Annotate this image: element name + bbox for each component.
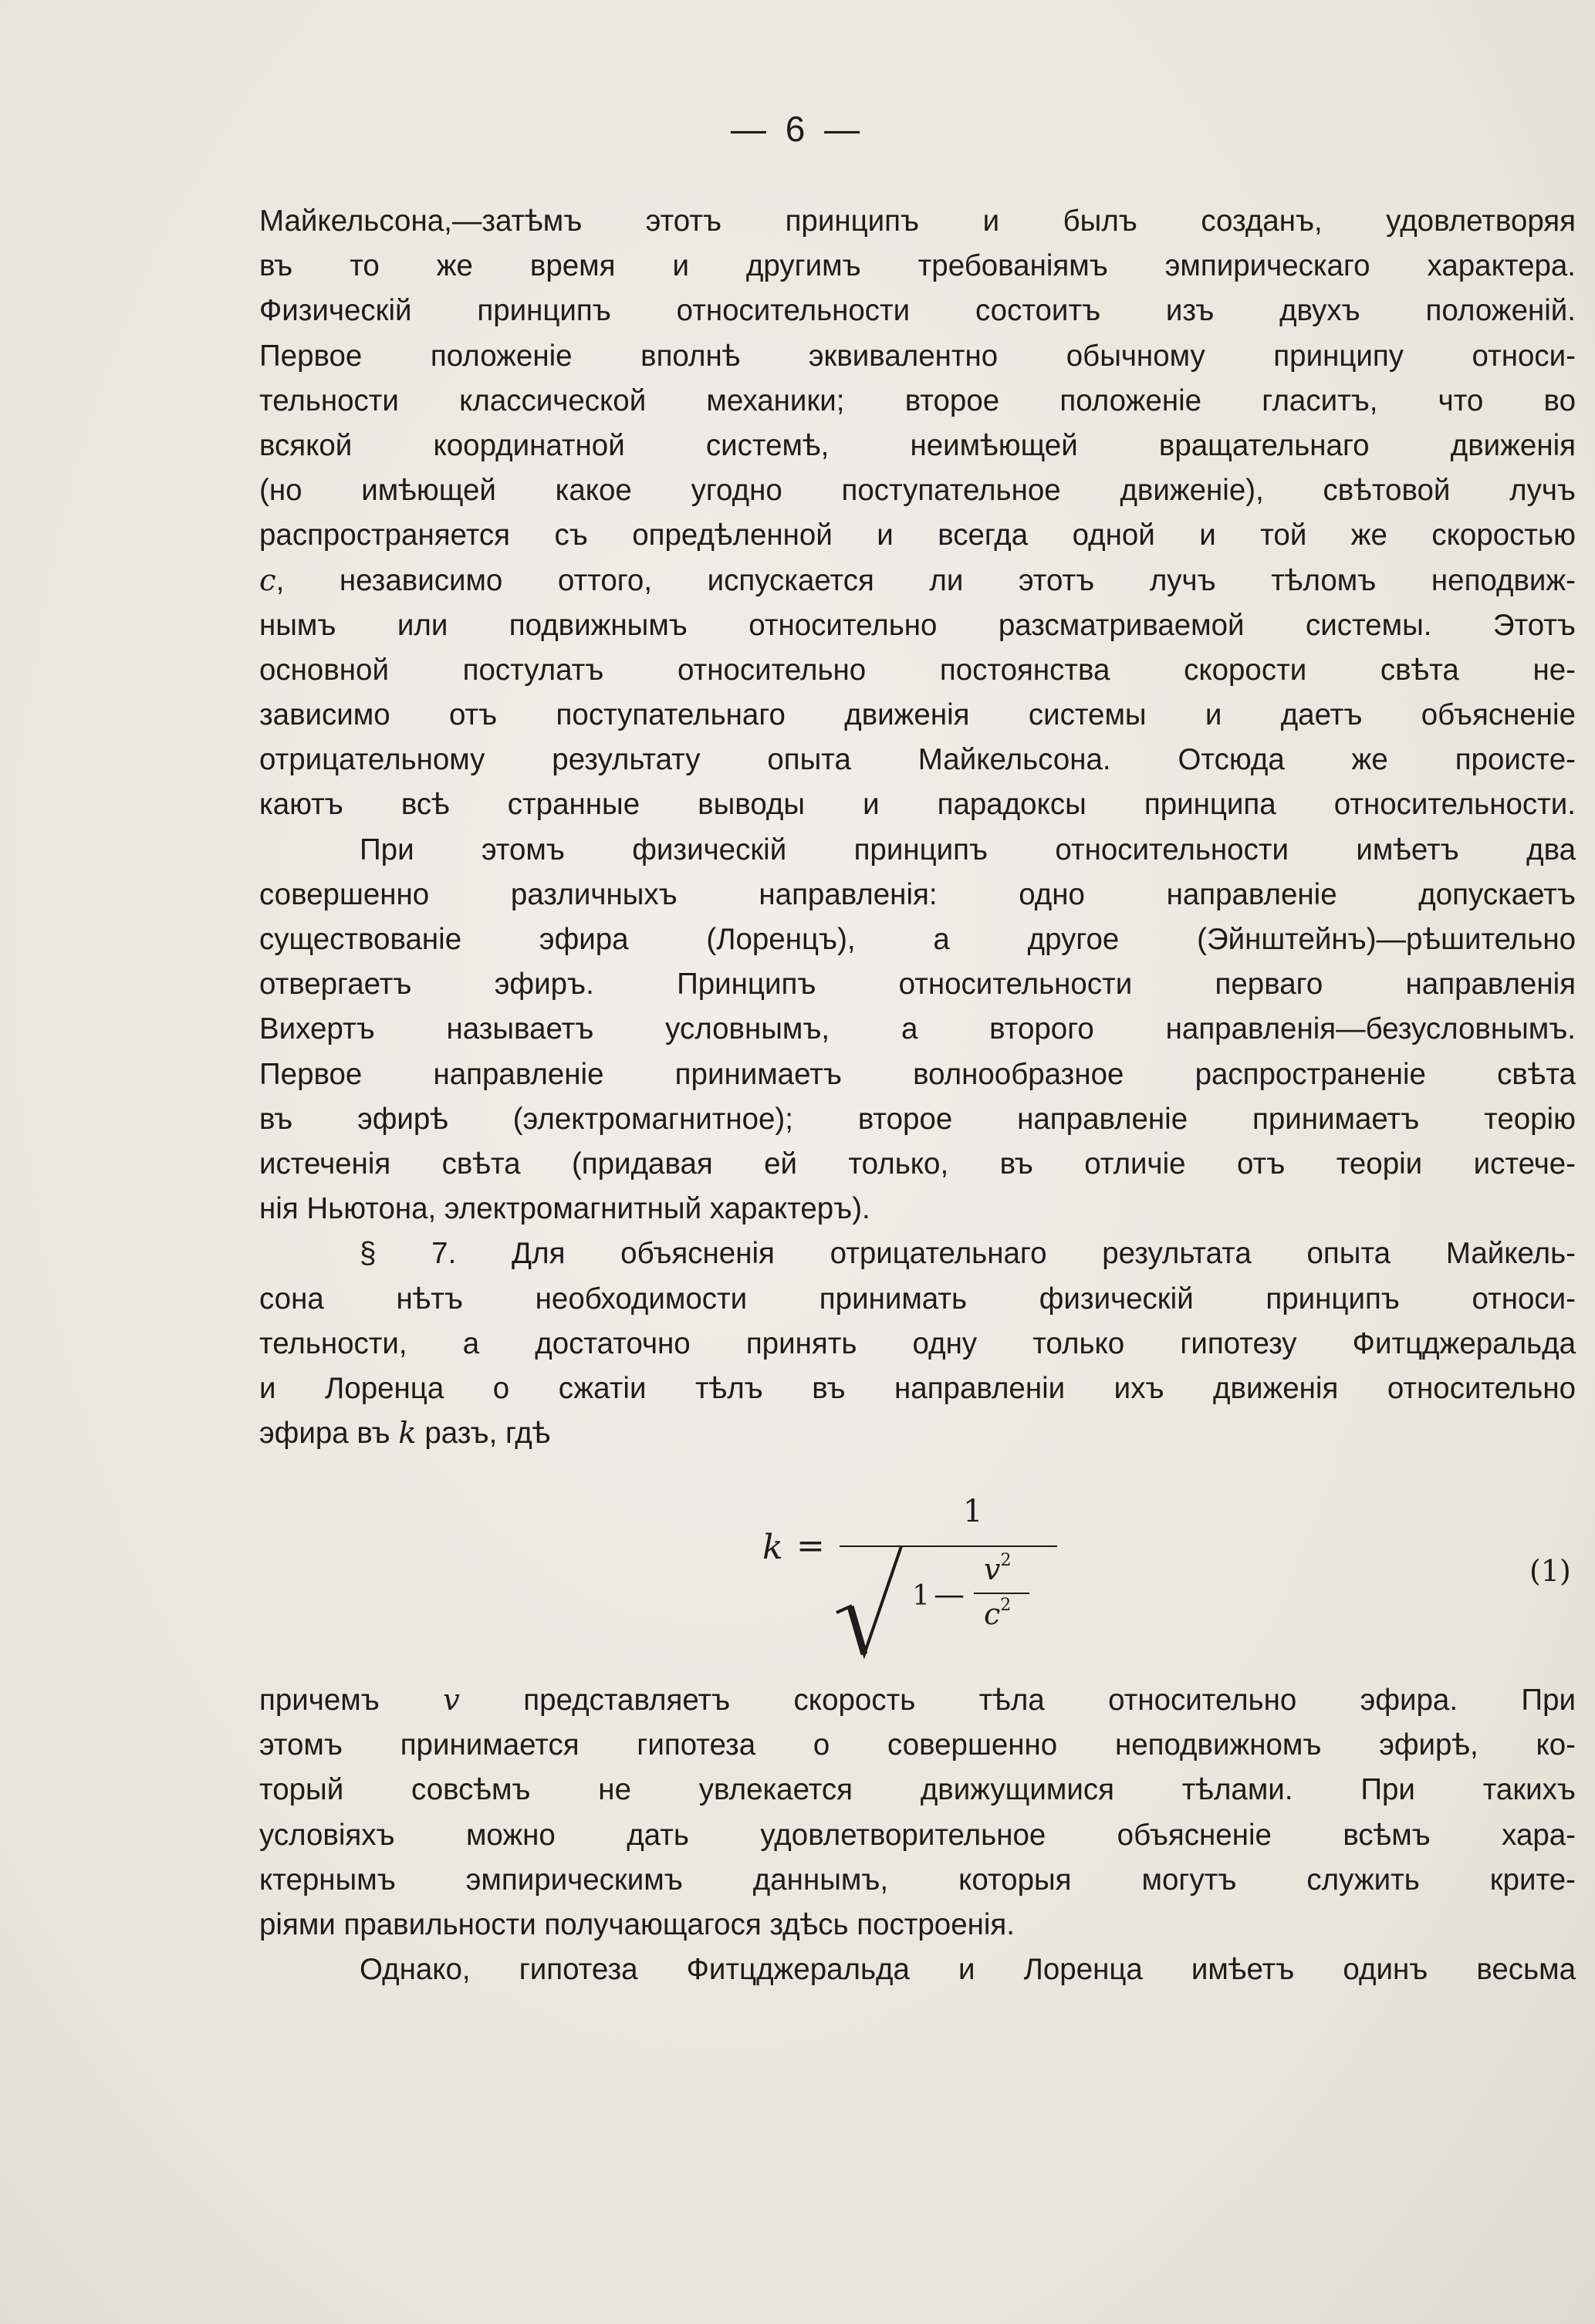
main-text-block — [259, 199, 1576, 1456]
lorentz-factor-formula — [749, 1494, 1073, 1667]
text-line: совершенно различныхъ направленiя: одно направленiе допускаетъ — [259, 877, 1576, 911]
text-line-rest: разъ, гдѣ — [416, 1417, 551, 1451]
text-line: условiяхъ можно дать удовлетворительное объясненiе всѣмъ хара- — [259, 1818, 1576, 1852]
equation-number: (1) — [1529, 1554, 1571, 1588]
square-root-sign-icon — [833, 1545, 903, 1660]
text-line-start: эфира въ — [259, 1417, 399, 1451]
text-line: въ то же время и другимъ требованiямъ эмпирическаго характера. — [259, 249, 1576, 283]
text-line-rest: , независимо оттого, испускается ли этотъ лучъ тѣломъ неподвиж- — [275, 563, 1576, 597]
text-line: истеченiя свѣта (придавая ей только, въ отличiе отъ теорiи истече- — [259, 1147, 1576, 1181]
formula-equals: = — [796, 1526, 825, 1566]
formula-inner-fraction-bar — [974, 1593, 1029, 1594]
text-line: основной постулатъ относительно постоянства скорости свѣта не- — [259, 653, 1576, 687]
text-line: Первое направленiе принимаетъ волнообразное распространенiе свѣта — [259, 1057, 1576, 1091]
text-line: рiями правильности получающагося здѣсь построенiя. — [259, 1907, 1015, 1941]
text-line: каютъ всѣ странные выводы и парадоксы принципа относительности. — [259, 788, 1576, 822]
formula-v-squared: $v^2$ — [984, 1551, 1012, 1586]
text-line: и Лоренца о сжатiи тѣлъ въ направленiи ихъ движенiя относительно — [259, 1371, 1576, 1405]
variable-k: k — [398, 1416, 417, 1451]
variable-v: v — [443, 1683, 460, 1718]
text-line: тельности классической механики; второе положенiе гласитъ, что во — [259, 383, 1576, 417]
text-line: отрицательному результату опыта Майкельсона. Отсюда же проистe- — [259, 743, 1576, 777]
text-line-with-variable — [259, 559, 1576, 603]
text-line: (но имѣющей какое угодно поступательное движенiе), свѣтовой лучъ — [259, 474, 1576, 508]
main-text-block-continued — [259, 1678, 1576, 1992]
variable-c: c — [259, 562, 276, 598]
page-number: — 6 — — [730, 109, 865, 149]
text-line: сона нѣтъ необходимости принимать физическiй принципъ относи- — [259, 1282, 1576, 1316]
text-line: нiя Ньютона, электромагнитный характеръ). — [259, 1192, 870, 1226]
text-line-start: причемъ — [259, 1684, 444, 1717]
text-line: всякой координатной системѣ, неимѣющей вращательнаго движенiя — [259, 428, 1576, 462]
text-line-with-variable — [259, 1411, 1576, 1456]
text-line: нымъ или подвижнымъ относительно разсматриваемой системы. Этотъ — [259, 608, 1576, 642]
text-line: Вихертъ называетъ условнымъ, а второго направленiя—безусловнымъ. — [259, 1012, 1576, 1046]
text-line-rest: представляетъ скорость тѣла относительно эфира. При — [459, 1684, 1576, 1717]
text-line: отвергаетъ эфиръ. Принципъ относительности перваго направленiя — [259, 968, 1576, 1002]
text-line: Физическiй принципъ относительности состоитъ изъ двухъ положенiй. — [259, 294, 1576, 328]
text-line: зависимо отъ поступательнаго движенiя системы и даетъ объясненiе — [259, 698, 1576, 732]
text-line: тельности, а достаточно принять одну только гипотезу Фитцджеральда — [259, 1326, 1576, 1360]
text-line: этомъ принимается гипотеза о совершенно неподвижномъ эфирѣ, ко- — [259, 1728, 1576, 1762]
formula-c-squared: $c^2$ — [984, 1596, 1012, 1631]
text-line: торый совсѣмъ не увлекается движущимися тѣлами. При такихъ — [259, 1773, 1576, 1807]
section-heading-line: § 7. Для объясненiя отрицательнаго результата опыта Майкель- — [360, 1237, 1576, 1271]
formula-lhs: k — [762, 1528, 783, 1567]
text-line: Однако, гипотеза Фитцджеральда и Лоренца имѣетъ одинъ весьма — [360, 1953, 1576, 1987]
text-line: Первое положенiе вполнѣ эквивалентно обычному принципу относи- — [259, 339, 1576, 373]
formula-numerator: 1 — [963, 1494, 983, 1529]
text-line: ктернымъ эмпирическимъ даннымъ, которыя могутъ служить крите- — [259, 1863, 1576, 1897]
formula-minus: — — [934, 1577, 965, 1613]
text-line: существованiе эфира (Лоренцъ), а другое (Эйнштейнъ)—рѣшительно — [259, 923, 1576, 956]
text-line-with-variable — [259, 1678, 1576, 1723]
formula-one: 1 — [912, 1580, 930, 1612]
text-line: Майкельсона,—затѣмъ этотъ принципъ и былъ созданъ, удовлетворяя — [259, 204, 1576, 238]
text-line: распространяется съ опредѣленной и всегда одной и той же скоростью — [259, 519, 1576, 552]
text-line: При этомъ физическiй принципъ относительности имѣетъ два — [360, 833, 1576, 866]
text-line: въ эфирѣ (электромагнитное); второе направленiе принимаетъ теорiю — [259, 1102, 1576, 1136]
